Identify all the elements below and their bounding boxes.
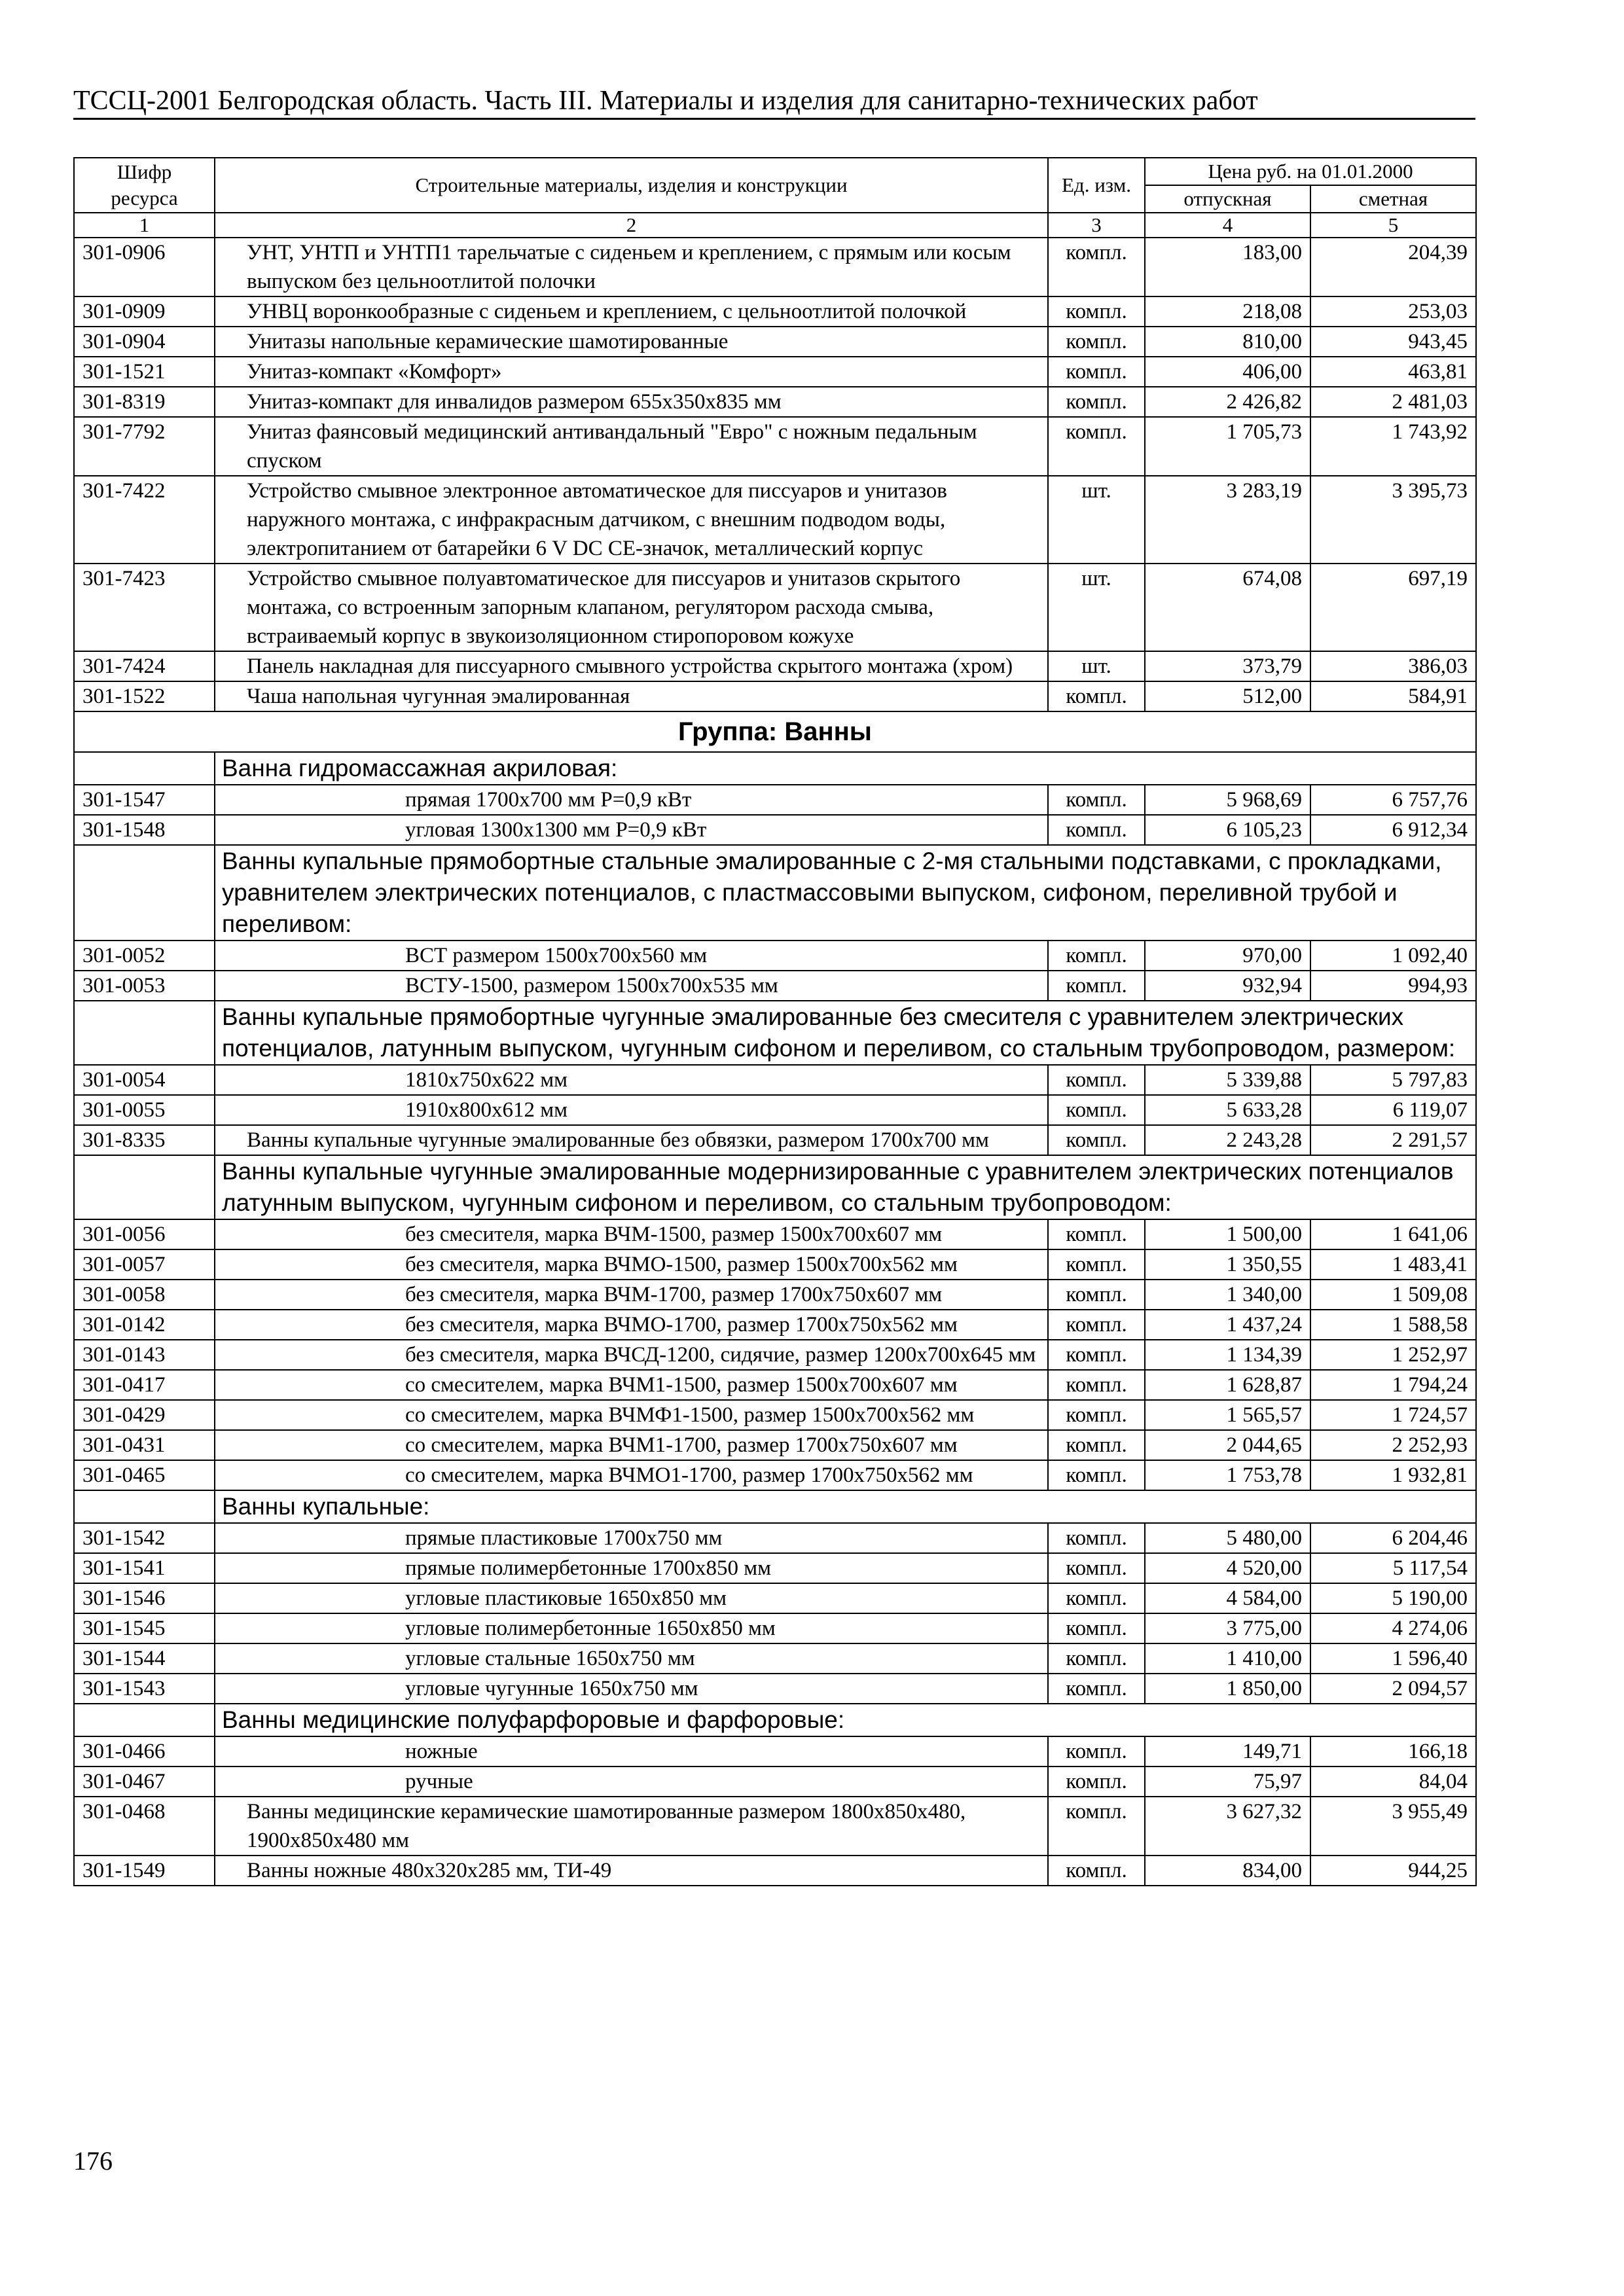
table-row: [74, 1856, 1476, 1886]
unit-of-measure: компл.: [1048, 1430, 1145, 1460]
release-price: 970,00: [1145, 941, 1310, 971]
resource-code: 301-0053: [74, 971, 215, 1001]
estimate-price: 1 743,92: [1310, 417, 1476, 476]
table-row: [74, 417, 1476, 476]
unit-of-measure: компл.: [1048, 1643, 1145, 1674]
empty-code-cell: [74, 1490, 215, 1523]
resource-code: 301-7422: [74, 476, 215, 564]
subheading-row: [74, 1704, 1476, 1736]
release-price: 4 520,00: [1145, 1553, 1310, 1583]
unit-of-measure: компл.: [1048, 1280, 1145, 1310]
release-price: 406,00: [1145, 357, 1310, 387]
release-price: 1 753,78: [1145, 1460, 1310, 1490]
table-row: [74, 1400, 1476, 1430]
header-name: Строительные материалы, изделия и конструкции: [215, 158, 1048, 213]
unit-of-measure: компл.: [1048, 1310, 1145, 1340]
resource-code: 301-8335: [74, 1125, 215, 1155]
unit-of-measure: шт.: [1048, 651, 1145, 681]
unit-of-measure: компл.: [1048, 1523, 1145, 1553]
table-row: [74, 971, 1476, 1001]
empty-code-cell: [74, 845, 215, 941]
resource-code: 301-0056: [74, 1219, 215, 1249]
estimate-price: 463,81: [1310, 357, 1476, 387]
material-name: Ванны купальные чугунные эмалированные без обвязки, размером 1700х700 мм: [215, 1125, 1048, 1155]
estimate-price: 994,93: [1310, 971, 1476, 1001]
table-row: [74, 1310, 1476, 1340]
table-row: [74, 1219, 1476, 1249]
estimate-price: 5 117,54: [1310, 1553, 1476, 1583]
estimate-price: 1 092,40: [1310, 941, 1476, 971]
column-index: 2: [215, 213, 1048, 238]
subheading-row: [74, 1155, 1476, 1219]
table-row: [74, 651, 1476, 681]
release-price: 3 283,19: [1145, 476, 1310, 564]
estimate-price: 1 252,97: [1310, 1340, 1476, 1370]
estimate-price: 3 955,49: [1310, 1797, 1476, 1856]
material-name: без смесителя, марка ВЧМО-1500, размер 1500х700х562 мм: [215, 1249, 1048, 1280]
resource-code: 301-1547: [74, 785, 215, 815]
resource-code: 301-7424: [74, 651, 215, 681]
release-price: 2 426,82: [1145, 387, 1310, 417]
unit-of-measure: компл.: [1048, 417, 1145, 476]
resource-code: 301-0466: [74, 1736, 215, 1767]
header-release-price: отпускная: [1145, 185, 1310, 213]
material-name: УНТ, УНТП и УНТП1 тарельчатые с сиденьем и креплением, с прямым или косым выпуском без цельноотлитой полочки: [215, 238, 1048, 296]
estimate-price: 2 481,03: [1310, 387, 1476, 417]
unit-of-measure: компл.: [1048, 1065, 1145, 1095]
column-index: 4: [1145, 213, 1310, 238]
header-price-group: Цена руб. на 01.01.2000: [1145, 158, 1476, 185]
unit-of-measure: компл.: [1048, 1856, 1145, 1886]
resource-code: 301-7792: [74, 417, 215, 476]
estimate-price: 1 724,57: [1310, 1400, 1476, 1430]
release-price: 1 437,24: [1145, 1310, 1310, 1340]
resource-code: 301-0143: [74, 1340, 215, 1370]
table-row: [74, 476, 1476, 564]
estimate-price: 6 757,76: [1310, 785, 1476, 815]
estimate-price: 2 291,57: [1310, 1125, 1476, 1155]
release-price: 1 134,39: [1145, 1340, 1310, 1370]
release-price: 834,00: [1145, 1856, 1310, 1886]
empty-code-cell: [74, 1001, 215, 1065]
table-head: [74, 158, 1476, 238]
header-unit: Ед. изм.: [1048, 158, 1145, 213]
estimate-price: 166,18: [1310, 1736, 1476, 1767]
unit-of-measure: компл.: [1048, 1553, 1145, 1583]
release-price: 75,97: [1145, 1767, 1310, 1797]
table-row: [74, 941, 1476, 971]
table-row: [74, 1125, 1476, 1155]
table-row: [74, 1643, 1476, 1674]
estimate-price: 3 395,73: [1310, 476, 1476, 564]
release-price: 373,79: [1145, 651, 1310, 681]
material-name: ВСТ размером 1500х700х560 мм: [215, 941, 1048, 971]
material-name: со смесителем, марка ВЧМФ1-1500, размер 1500х700х562 мм: [215, 1400, 1048, 1430]
unit-of-measure: компл.: [1048, 296, 1145, 327]
unit-of-measure: компл.: [1048, 1767, 1145, 1797]
subheading-row: [74, 1001, 1476, 1065]
release-price: 2 243,28: [1145, 1125, 1310, 1155]
release-price: 674,08: [1145, 564, 1310, 651]
table-row: [74, 1280, 1476, 1310]
release-price: 218,08: [1145, 296, 1310, 327]
estimate-price: 1 596,40: [1310, 1643, 1476, 1674]
estimate-price: 1 932,81: [1310, 1460, 1476, 1490]
table-row: [74, 1370, 1476, 1400]
unit-of-measure: компл.: [1048, 1797, 1145, 1856]
resource-code: 301-0431: [74, 1430, 215, 1460]
material-name: Ванны медицинские керамические шамотированные размером 1800х850х480, 1900х850х480 мм: [215, 1797, 1048, 1856]
resource-code: 301-8319: [74, 387, 215, 417]
estimate-price: 4 274,06: [1310, 1613, 1476, 1643]
release-price: 5 968,69: [1145, 785, 1310, 815]
table-row: [74, 1460, 1476, 1490]
estimate-price: 584,91: [1310, 681, 1476, 711]
release-price: 183,00: [1145, 238, 1310, 296]
table-row: [74, 1340, 1476, 1370]
material-name: без смесителя, марка ВЧМО-1700, размер 1700х750х562 мм: [215, 1310, 1048, 1340]
resource-code: 301-1543: [74, 1674, 215, 1704]
unit-of-measure: компл.: [1048, 1219, 1145, 1249]
resource-code: 301-0467: [74, 1767, 215, 1797]
release-price: 6 105,23: [1145, 815, 1310, 845]
unit-of-measure: компл.: [1048, 971, 1145, 1001]
resource-code: 301-0055: [74, 1095, 215, 1125]
table-row: [74, 1613, 1476, 1643]
unit-of-measure: компл.: [1048, 1583, 1145, 1613]
unit-of-measure: компл.: [1048, 1674, 1145, 1704]
material-name: ручные: [215, 1767, 1048, 1797]
table-row: [74, 1674, 1476, 1704]
table-row: [74, 1736, 1476, 1767]
unit-of-measure: компл.: [1048, 1340, 1145, 1370]
table-row: [74, 815, 1476, 845]
material-name: ножные: [215, 1736, 1048, 1767]
subheading: Ванны купальные прямобортные чугунные эмалированные без смесителя с уравнителем электрических потенциалов, латунным выпуском, чугунным сифоном и переливом, со стальным трубопроводом, размером:: [215, 1001, 1476, 1065]
material-name: Панель накладная для писсуарного смывного устройства скрытого монтажа (хром): [215, 651, 1048, 681]
unit-of-measure: компл.: [1048, 1460, 1145, 1490]
subheading-row: [74, 1490, 1476, 1523]
resource-code: 301-1548: [74, 815, 215, 845]
release-price: 4 584,00: [1145, 1583, 1310, 1613]
column-index: 3: [1048, 213, 1145, 238]
unit-of-measure: компл.: [1048, 815, 1145, 845]
unit-of-measure: компл.: [1048, 1249, 1145, 1280]
material-name: угловые полимербетонные 1650х850 мм: [215, 1613, 1048, 1643]
empty-code-cell: [74, 1704, 215, 1736]
estimate-price: 1 483,41: [1310, 1249, 1476, 1280]
table-row: [74, 387, 1476, 417]
table-row: [74, 1065, 1476, 1095]
material-name: Унитаз-компакт «Комфорт»: [215, 357, 1048, 387]
release-price: 5 480,00: [1145, 1523, 1310, 1553]
material-name: угловая 1300х1300 мм P=0,9 кВт: [215, 815, 1048, 845]
group-heading-row: [74, 711, 1476, 752]
resource-code: 301-7423: [74, 564, 215, 651]
estimate-price: 1 794,24: [1310, 1370, 1476, 1400]
resource-code: 301-0052: [74, 941, 215, 971]
release-price: 1 340,00: [1145, 1280, 1310, 1310]
unit-of-measure: компл.: [1048, 785, 1145, 815]
subheading: Ванны купальные чугунные эмалированные модернизированные с уравнителем электрических потенциалов латунным выпуском, чугунным сифоном и переливом, со стальным трубопроводом:: [215, 1155, 1476, 1219]
estimate-price: 386,03: [1310, 651, 1476, 681]
resource-code: 301-1541: [74, 1553, 215, 1583]
unit-of-measure: компл.: [1048, 1370, 1145, 1400]
release-price: 5 339,88: [1145, 1065, 1310, 1095]
subheading: Ванны медицинские полуфарфоровые и фарфоровые:: [215, 1704, 1476, 1736]
resource-code: 301-1545: [74, 1613, 215, 1643]
release-price: 512,00: [1145, 681, 1310, 711]
estimate-price: 5 190,00: [1310, 1583, 1476, 1613]
estimate-price: 6 204,46: [1310, 1523, 1476, 1553]
release-price: 1 850,00: [1145, 1674, 1310, 1704]
column-index: 5: [1310, 213, 1476, 238]
estimate-price: 943,45: [1310, 327, 1476, 357]
unit-of-measure: компл.: [1048, 387, 1145, 417]
release-price: 5 633,28: [1145, 1095, 1310, 1125]
unit-of-measure: шт.: [1048, 476, 1145, 564]
table-row: [74, 1553, 1476, 1583]
material-name: Ванны ножные 480х320х285 мм, ТИ-49: [215, 1856, 1048, 1886]
resource-code: 301-1544: [74, 1643, 215, 1674]
table-row: [74, 296, 1476, 327]
page-header-title: ТССЦ-2001 Белгородская область. Часть III. Материалы и изделия для санитарно-технических работ: [73, 86, 1258, 116]
material-name: Унитаз фаянсовый медицинский антивандальный "Евро" с ножным педальным спуском: [215, 417, 1048, 476]
release-price: 1 705,73: [1145, 417, 1310, 476]
release-price: 1 500,00: [1145, 1219, 1310, 1249]
material-name: прямая 1700х700 мм P=0,9 кВт: [215, 785, 1048, 815]
unit-of-measure: компл.: [1048, 1400, 1145, 1430]
resource-code: 301-0054: [74, 1065, 215, 1095]
table-row: [74, 1797, 1476, 1856]
resource-code: 301-1522: [74, 681, 215, 711]
material-name: без смесителя, марка ВЧСД-1200, сидячие, размер 1200х700х645 мм: [215, 1340, 1048, 1370]
release-price: 1 565,57: [1145, 1400, 1310, 1430]
material-name: со смесителем, марка ВЧМ1-1700, размер 1700х750х607 мм: [215, 1430, 1048, 1460]
table-row: [74, 357, 1476, 387]
estimate-price: 253,03: [1310, 296, 1476, 327]
column-index-row: [74, 213, 1476, 238]
header-estimate-price: сметная: [1310, 185, 1476, 213]
resource-code: 301-0904: [74, 327, 215, 357]
unit-of-measure: компл.: [1048, 681, 1145, 711]
release-price: 149,71: [1145, 1736, 1310, 1767]
subheading-row: [74, 845, 1476, 941]
resource-code: 301-0468: [74, 1797, 215, 1856]
price-table: [73, 157, 1477, 1886]
release-price: 1 628,87: [1145, 1370, 1310, 1400]
unit-of-measure: компл.: [1048, 1095, 1145, 1125]
release-price: 1 350,55: [1145, 1249, 1310, 1280]
table-row: [74, 785, 1476, 815]
resource-code: 301-0057: [74, 1249, 215, 1280]
group-heading: Группа: Ванны: [74, 711, 1476, 752]
estimate-price: 1 509,08: [1310, 1280, 1476, 1310]
material-name: ВСТУ-1500, размером 1500х700х535 мм: [215, 971, 1048, 1001]
estimate-price: 5 797,83: [1310, 1065, 1476, 1095]
table-row: [74, 238, 1476, 296]
estimate-price: 6 912,34: [1310, 815, 1476, 845]
resource-code: 301-1549: [74, 1856, 215, 1886]
estimate-price: 2 252,93: [1310, 1430, 1476, 1460]
material-name: угловые пластиковые 1650х850 мм: [215, 1583, 1048, 1613]
material-name: Унитазы напольные керамические шамотированные: [215, 327, 1048, 357]
material-name: угловые стальные 1650х750 мм: [215, 1643, 1048, 1674]
unit-of-measure: компл.: [1048, 1125, 1145, 1155]
release-price: 3 627,32: [1145, 1797, 1310, 1856]
table-row: [74, 564, 1476, 651]
release-price: 3 775,00: [1145, 1613, 1310, 1643]
table-row: [74, 1430, 1476, 1460]
table-row: [74, 1249, 1476, 1280]
estimate-price: 1 588,58: [1310, 1310, 1476, 1340]
resource-code: 301-0909: [74, 296, 215, 327]
estimate-price: 84,04: [1310, 1767, 1476, 1797]
table-row: [74, 327, 1476, 357]
resource-code: 301-0465: [74, 1460, 215, 1490]
subheading: Ванна гидромассажная акриловая:: [215, 752, 1476, 785]
table-body: [74, 238, 1476, 1886]
page-number: 176: [73, 2146, 113, 2176]
release-price: 932,94: [1145, 971, 1310, 1001]
resource-code: 301-0058: [74, 1280, 215, 1310]
resource-code: 301-1521: [74, 357, 215, 387]
material-name: угловые чугунные 1650х750 мм: [215, 1674, 1048, 1704]
resource-code: 301-0142: [74, 1310, 215, 1340]
material-name: прямые полимербетонные 1700х850 мм: [215, 1553, 1048, 1583]
release-price: 2 044,65: [1145, 1430, 1310, 1460]
unit-of-measure: компл.: [1048, 238, 1145, 296]
estimate-price: 944,25: [1310, 1856, 1476, 1886]
material-name: Устройство смывное полуавтоматическое для писсуаров и унитазов скрытого монтажа, со встроенным запорным клапаном, регулятором расхода смыва, встраиваемый корпус в звукоизоляционном стиропоровом кожухе: [215, 564, 1048, 651]
material-name: Унитаз-компакт для инвалидов размером 655х350х835 мм: [215, 387, 1048, 417]
estimate-price: 2 094,57: [1310, 1674, 1476, 1704]
estimate-price: 697,19: [1310, 564, 1476, 651]
unit-of-measure: компл.: [1048, 357, 1145, 387]
material-name: 1910х800х612 мм: [215, 1095, 1048, 1125]
table-row: [74, 1523, 1476, 1553]
resource-code: 301-0417: [74, 1370, 215, 1400]
material-name: без смесителя, марка ВЧМ-1700, размер 1700х750х607 мм: [215, 1280, 1048, 1310]
unit-of-measure: компл.: [1048, 941, 1145, 971]
table-row: [74, 681, 1476, 711]
resource-code: 301-1542: [74, 1523, 215, 1553]
column-index: 1: [74, 213, 215, 238]
header-rule: [73, 118, 1475, 120]
table-row: [74, 1583, 1476, 1613]
material-name: 1810х750х622 мм: [215, 1065, 1048, 1095]
table-row: [74, 1095, 1476, 1125]
header-code: Шифр ресурса: [74, 158, 215, 213]
material-name: УНВЦ воронкообразные с сиденьем и креплением, с цельноотлитой полочкой: [215, 296, 1048, 327]
empty-code-cell: [74, 752, 215, 785]
resource-code: 301-1546: [74, 1583, 215, 1613]
release-price: 810,00: [1145, 327, 1310, 357]
estimate-price: 1 641,06: [1310, 1219, 1476, 1249]
subheading: Ванны купальные:: [215, 1490, 1476, 1523]
material-name: со смесителем, марка ВЧМО1-1700, размер 1700х750х562 мм: [215, 1460, 1048, 1490]
table-row: [74, 1767, 1476, 1797]
resource-code: 301-0429: [74, 1400, 215, 1430]
material-name: Устройство смывное электронное автоматическое для писсуаров и унитазов наружного монтажа, с инфракрасным датчиком, с внешним подводом воды, электропитанием от батарейки 6 V DC CE-значок, металлический корпус: [215, 476, 1048, 564]
unit-of-measure: компл.: [1048, 327, 1145, 357]
material-name: со смесителем, марка ВЧМ1-1500, размер 1500х700х607 мм: [215, 1370, 1048, 1400]
resource-code: 301-0906: [74, 238, 215, 296]
empty-code-cell: [74, 1155, 215, 1219]
unit-of-measure: компл.: [1048, 1613, 1145, 1643]
release-price: 1 410,00: [1145, 1643, 1310, 1674]
unit-of-measure: компл.: [1048, 1736, 1145, 1767]
unit-of-measure: шт.: [1048, 564, 1145, 651]
material-name: без смесителя, марка ВЧМ-1500, размер 1500х700х607 мм: [215, 1219, 1048, 1249]
subheading-row: [74, 752, 1476, 785]
estimate-price: 6 119,07: [1310, 1095, 1476, 1125]
material-name: прямые пластиковые 1700х750 мм: [215, 1523, 1048, 1553]
material-name: Чаша напольная чугунная эмалированная: [215, 681, 1048, 711]
estimate-price: 204,39: [1310, 238, 1476, 296]
subheading: Ванны купальные прямобортные стальные эмалированные с 2-мя стальными подставками, с прокладками, уравнителем электрических потенциалов, с пластмассовыми выпуском, сифоном, переливной трубой и переливом:: [215, 845, 1476, 941]
